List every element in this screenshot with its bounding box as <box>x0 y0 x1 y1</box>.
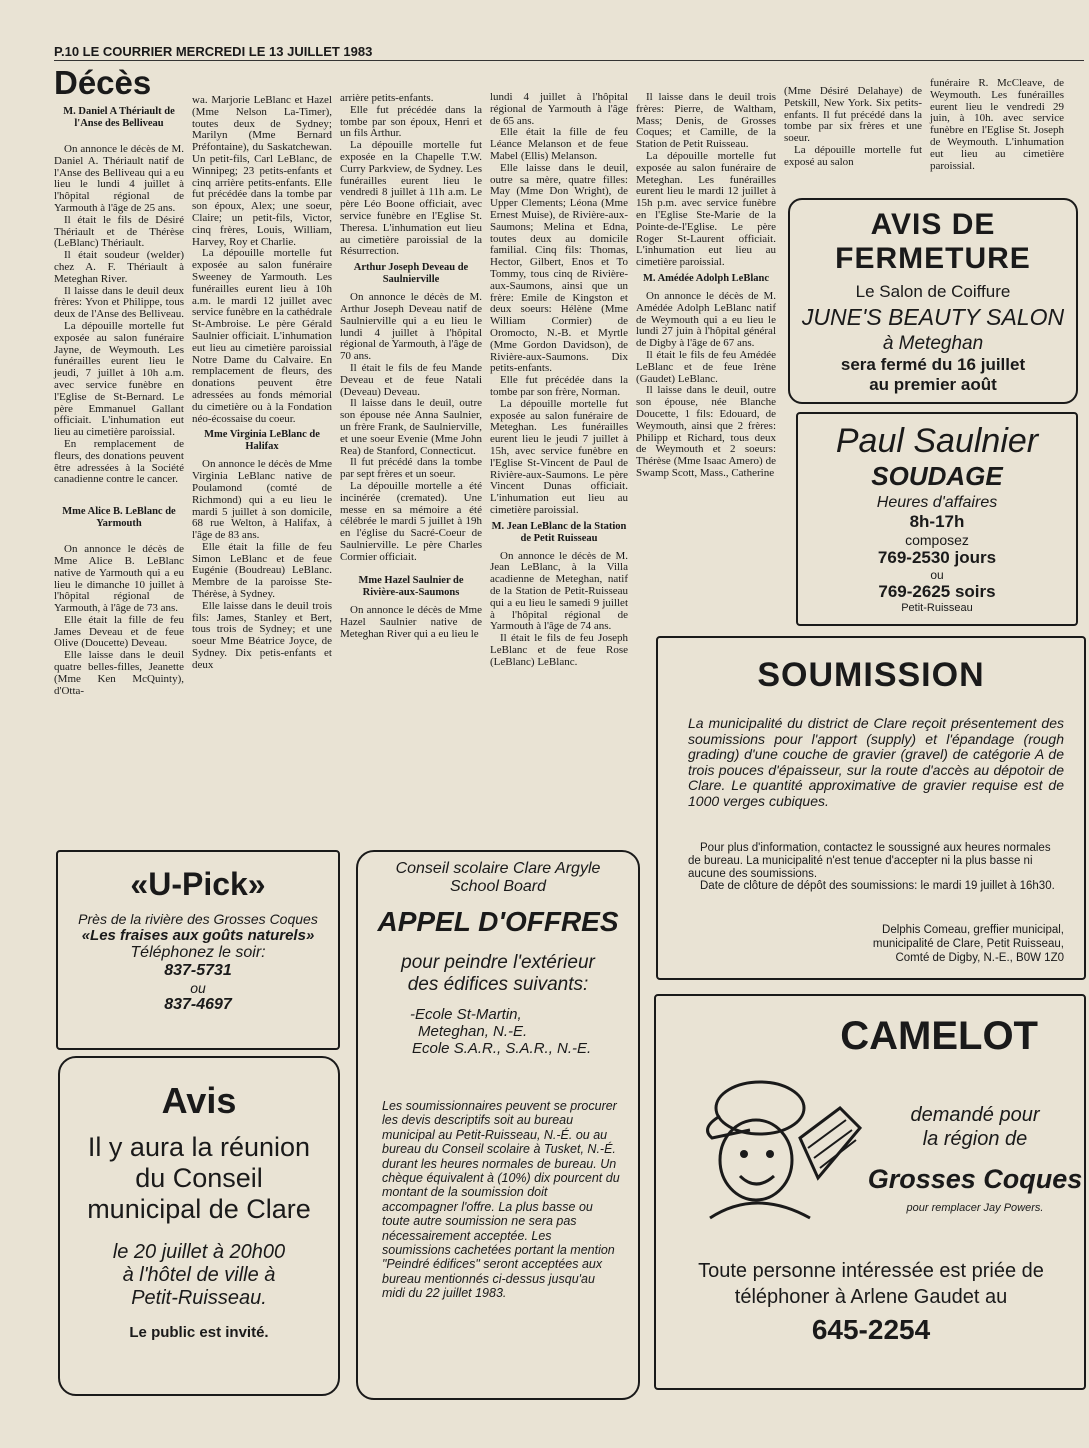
soumission-closing: Date de clôture de dépôt des soumissions: le mardi 19 juillet à 16h30. <box>700 880 1055 892</box>
obituary-heading: Mme Virginia LeBlanc de Halifax <box>204 429 320 453</box>
upick-phone-1: 837-5731 <box>164 962 232 979</box>
appel-offres-ad <box>356 850 640 1400</box>
upick-ad <box>56 850 340 1050</box>
camelot-line-1: demandé pour <box>910 1104 1040 1126</box>
avis-title: Avis <box>161 1080 237 1121</box>
spacer <box>54 494 184 502</box>
saulnier-hours-label: Heures d'affaires <box>876 494 998 511</box>
upick-phone-2: 837-4697 <box>164 996 232 1013</box>
saulnier-ou: ou <box>930 568 944 582</box>
obituary-paragraph: Elle fut précédée dans la tombe par son époux, Henri et un fils Arthur. <box>340 103 482 140</box>
soumission-info: Pour plus d'information, contactez le soussigné aux heures normales de bureau. La municipalité n'est tenue d'accepter ni la plus basse ni aucune des soumissions. <box>688 842 1051 880</box>
salon-name: JUNE'S BEAUTY SALON <box>801 304 1065 330</box>
obituary-paragraph: Il était soudeur (welder) chez A. F. Thériault à Meteghan River. <box>54 249 184 285</box>
obituary-paragraph: arrière petits-enfants. <box>340 92 434 104</box>
obituary-paragraph: La dépouille mortelle a été incinérée (cremated). Une messe en sa mémoire a été célébrée le mardi 5 juillet à 19h en l'église du Sacré-Coeur de Saulnierville. Le père Charles Cormier officiait. <box>340 479 482 563</box>
avis-line-7: Le public est invité. <box>129 1324 269 1341</box>
obituary-paragraph: On annonce le décès de Mme Hazel Saulnier native de Meteghan River qui a eu lieu le <box>340 604 482 641</box>
camelot-place: Grosses Coques <box>867 1164 1083 1194</box>
obituary-heading: Mme Hazel Saulnier de Rivière-aux-Saumons <box>358 575 464 599</box>
avis-line-1: Il y aura la réunion <box>87 1132 311 1162</box>
obituary-paragraph: On annonce le décès de M. Amédée Adolph LeBlanc natif de Weymouth qui a eu lieu le lundi 27 juin à l'hôpital général de Digby à l'âge de 67 ans. <box>636 289 776 350</box>
obituary-paragraph: La dépouille mortelle fut exposée au salon funéraire de Meteghan. Les funérailles eurent lieu le jeudi 7 juillet à 15h, avec service funèbre en l'Eglise St-Vincent de Paul de Rivière-aux-Saumons. Le père Vincent Dunas officiait. L'inhumation eut lieu au cimetière paroissial. <box>490 397 628 516</box>
obituary-paragraph: Elle laisse dans le deuil trois fils: James, Stanley et Bert, tous trois de Sydney; et une soeur Mme Béatrice Joyce, de Sydney. Dix petis-enfants et deux <box>192 599 332 671</box>
camelot-title: CAMELOT <box>840 1014 1038 1058</box>
spacer <box>54 486 184 494</box>
camelot-call-2: téléphoner à Arlene Gaudet au <box>734 1286 1008 1308</box>
page-header: P.10 LE COURRIER MERCREDI LE 13 JUILLET 1983 <box>54 44 1084 61</box>
upick-ou: ou <box>190 980 206 996</box>
obituary-paragraph: Elle fut précédée dans la tombe par son frère, Norman. <box>490 374 628 398</box>
obituary-paragraph: (Mme Désiré Delahaye) de Petskill, New York. Six petits-enfants. Il fut précédé dans la tombe par six frères et une soeur. <box>784 85 922 145</box>
obituary-paragraph: La dépouille mortelle fut exposée au salon funéraire de Meteghan. Les funérailles eurent lieu le mardi 12 juillet à 15h p.m. avec service funèbre en l'Eglise Ste-Marie de la Pointe-de-l'Eglise. Le père Roger St-Laurent officiait. L'inhumation eut lieu au cimetière paroissial. <box>636 149 776 269</box>
saulnier-town: Petit-Ruisseau <box>901 602 973 614</box>
avis-line-2: du Conseil <box>135 1163 263 1193</box>
appel-org-1: Conseil scolaire Clare Argyle <box>395 860 601 877</box>
saulnier-compose: composez <box>905 532 969 548</box>
obituary-paragraph: On annonce le décès de M. Jean LeBlanc, à la Villa acadienne de Meteghan, natif de la Station de Petit-Ruisseau qui a eu lieu le samedi 9 juillet à l'hôpital régional de Yarmouth à l'âge de 74 ans. <box>490 549 628 633</box>
avis-ad <box>58 1056 340 1396</box>
obituary-column-6 <box>784 86 922 169</box>
camelot-replace: pour remplacer Jay Powers. <box>906 1202 1044 1214</box>
obituary-paragraph: La dépouille mortelle fut exposée au salon funéraire Sweeney de Yarmouth. Les funérailles eurent lieu à 10h a.m. le mardi 12 juillet avec service funèbre en la cathédrale St-Ambroise. Le père Gérald Saulnier officiait. L'inhumation eut lieu au cimetière paroissial Notre Dame du Calvaire. En remplacement de fleurs, des donations peuvent être adressées au fonds mémorial du cimetière ou à la Fondation néo-écossaise du coeur. <box>192 247 332 425</box>
appel-sub-2: des édifices suivants: <box>407 974 589 995</box>
obituary-column-4 <box>490 92 628 669</box>
camelot-line-2: la région de <box>922 1128 1028 1150</box>
fermeture-dates-2: au premier août <box>869 375 997 394</box>
saulnier-ad <box>796 412 1078 626</box>
obituary-paragraph: Elle était la fille de feu James Deveau et de feue Olive (Doucette) Deveau. <box>54 613 184 650</box>
upick-title: «U-Pick» <box>130 866 266 902</box>
fermeture-line: Le Salon de Coiffure <box>855 282 1011 301</box>
saulnier-phone-day: 769-2530 jours <box>877 548 997 567</box>
soumission-signature-3: Comté de Digby, N.-E., B0W 1Z0 <box>895 952 1064 964</box>
appel-org-2: School Board <box>449 878 547 895</box>
appel-item-3: Ecole S.A.R., S.A.R., N.-E. <box>412 1040 592 1057</box>
fermeture-title-1: AVIS DE <box>870 208 996 241</box>
obituary-paragraph: Elle laisse dans le deuil, outre sa mère, quatre filles: May (Mme Don Wright), de Upper Clements; Léona (Mme Ernest Muise), de Rivière-aux-Saumons; Melina et Edna, toutes deux au domicile familial. Cinq fils: Thomas, Hector, Gilbert, Enos et To Tommy, tous cinq de Rivière-aux-Saumons, ainsi que un frère: Emile de Kingston et deux soeurs: Hélène (Mme William Cormier) de Oromocto, N.-B. et Myrtle (Mme Gordon Davidson), de Rivière-aux-Saumons. Dix petits-enfants. <box>490 161 628 375</box>
obituary-column-5 <box>636 92 776 480</box>
obituary-paragraph: funéraire R. McCleave, de Weymouth. Les funérailles eurent lieu le vendredi 29 juin, à 10h. avec service funèbre en l'Eglise St. Joseph de Weymouth. L'inhumation eut lieu au cimetière paroissial. <box>930 77 1064 172</box>
obituary-paragraph: On annonce le décès de Mme Virginia LeBlanc native de Poulamond (comté de Richmond) qui a eu lieu le mardi 5 juillet à son domicile, 68 rue Welton, à Halifax, à l'âge de 83 ans. <box>192 458 332 542</box>
avis-line-4: le 20 juillet à 20h00 <box>112 1241 286 1263</box>
appel-body: Les soumissionnaires peuvent se procurer les devis descriptifs soit au bureau municipal au Petit-Ruisseau, N.-É. ou au bureau du Conseil scolaire à Tusket, N.-É. durant les heures normales de bureau. Un chèque équivalent à (10%) dix pourcent du montant de la soumission doit accompagner l'offre. La plus basse ou toute autre soumission ne sera pas nécessairement acceptée. Les soumissions cachetées portant la mention "Peindré édifices" seront acceptées aux bureau mentionnés ci-dessus jusqu'au midi du 22 juillet 1983. <box>382 1099 620 1301</box>
appel-item-2: Meteghan, N.-E. <box>418 1023 528 1040</box>
obituary-heading: M. Amédée Adolph LeBlanc <box>642 272 769 284</box>
upick-line-1: Près de la rivière des Grosses Coques <box>78 911 318 927</box>
obituary-paragraph: On annonce le décès de Mme Alice B. LeBlanc native de Yarmouth qui a eu lieu le dimanche 10 juillet à l'hôpital régional de Yarmouth, à l'âge de 73 ans. <box>54 543 184 615</box>
obituary-paragraph: Elle était la fille de feu Simon LeBlanc et de feue Eugénie (Boudreau) LeBlanc. Membre de la paroisse Ste-Thérèse, à Sydney. <box>192 540 332 601</box>
obituary-paragraph: La dépouille mortelle fut exposée en la Chapelle T.W. Curry Parkview, de Sydney. Les funérailles eurent lieu le vendredi 8 juillet à 11h a.m. Le père Léo Boone officiait, avec service funèbre en l'Eglise St. Theresa. L'inhumation eut lieu au cimetière paroissial de la Résurrection. <box>340 139 482 258</box>
saulnier-hours: 8h-17h <box>909 512 965 531</box>
obituary-paragraph: En remplacement de fleurs, des donations peuvent être adressées à la Société canadienne contre le cancer. <box>54 437 184 486</box>
obituary-heading: Arthur Joseph Deveau de Saulnierville <box>353 262 469 286</box>
obituary-heading: Mme Alice B. LeBlanc de Yarmouth <box>62 506 176 530</box>
obituary-column-7 <box>930 78 1064 172</box>
obituary-paragraph: On annonce le décès de M. Daniel A. Thériault natif de l'Anse des Belliveau qui a eu lieu le lundi 4 juillet à l'hôpital régional de Yarmouth à l'âge de 25 ans. <box>54 143 184 214</box>
obituary-paragraph: Il était le fils de Désiré Thériault et de Thérèse (LeBlanc) Thériault. <box>54 213 184 250</box>
fermeture-dates-1: sera fermé du 16 juillet <box>840 355 1026 374</box>
obituary-paragraph: Elle laisse dans le deuil quatre belles-filles, Jeanette (Mme Ken McQuinty), d'Otta- <box>54 649 184 697</box>
obituary-paragraph: Il fut précédé dans la tombe par sept frères et un soeur. <box>340 456 482 481</box>
obituary-column-3 <box>340 93 482 641</box>
obituary-paragraph: Il laisse dans le deuil, outre son épouse née Anna Saulnier, un frère Frank, de Saulnierville, et une soeur Evenie (Mme John Rea) de Stanford, Connecticut. <box>340 397 482 457</box>
spacer <box>340 563 482 571</box>
avis-line-5: à l'hôtel de ville à <box>122 1264 276 1286</box>
obituary-column-1 <box>54 102 184 697</box>
saulnier-trade: SOUDAGE <box>871 461 1003 491</box>
fermeture-ad <box>788 198 1078 404</box>
obituary-paragraph: lundi 4 juillet à l'hôpital régional de Yarmouth à l'âge de 65 ans. <box>490 91 628 127</box>
obituary-paragraph: La dépouille mortelle fut exposée au salon funéraire Jayne, de Weymouth. Les funérailles eurent lieu le jeudi, 7 juillet à 10h a.m. avec service funèbre en l'Eglise de St-Bernard. Le père Emmanuel Gallant officiait. L'inhumation eut lieu au cimetière paroissial. <box>54 319 184 439</box>
obituary-paragraph: Il laisse dans le deuil, outre son épouse, née Blanche Doucette, 1 fils: Edouard, de Weymouth, ainsi que 2 frères: Philipp et Richard, tous deux de Weymouth et 2 soeurs: Thérèse (Mme Isaac Amero) de Swamp Scott, Mass., Catherine <box>636 384 776 479</box>
appel-sub-1: pour peindre l'extérieur <box>401 952 595 973</box>
obituary-paragraph: Il laisse dans le deuil trois frères: Pierre, de Waltham, Mass; Denis, de Grosses Coques; et Camille, de la Station de Petit Ruisseau. <box>636 91 776 151</box>
upick-line-2: «Les fraises aux goûts naturels» <box>81 927 315 944</box>
obituary-paragraph: Il laisse dans le deuil deux frères: Yvon et Philippe, tous deux de l'Anse des Belliveau. <box>54 284 184 321</box>
section-title: Décès <box>54 64 152 101</box>
soumission-signature-2: municipalité de Clare, Petit Ruisseau, <box>872 938 1064 950</box>
fermeture-place: à Meteghan <box>882 333 984 354</box>
soumission-title: SOUMISSION <box>757 656 985 694</box>
obituary-paragraph: Il était le fils de feu Mande Deveau et de feue Natali (Deveau) Deveau. <box>340 361 482 398</box>
obituary-heading: M. Jean LeBlanc de la Station de Petit Ruisseau <box>491 520 627 544</box>
camelot-phone: 645-2254 <box>811 1314 931 1345</box>
soumission-body: La municipalité du district de Clare reçoit présentement des soumissions pour l'apport (supply) et l'épandage (rough grading) d'une couche de gravier (gravel) de catégorie A de trois pouces d'épaisseur, sur la route d'accès au dépotoir de Clare. Le quantité approximative de gravier requise est de 1000 verges cubiques. <box>688 715 1064 809</box>
saulnier-name: Paul Saulnier <box>835 422 1039 460</box>
paperboy-illustration <box>690 1068 870 1238</box>
appel-item-1: -Ecole St-Martin, <box>410 1006 522 1023</box>
obituary-paragraph: Il était le fils de feu Amédée LeBlanc et de feue Irène (Gaudet) LeBlanc. <box>636 348 776 385</box>
upick-line-3: Téléphonez le soir: <box>130 944 266 961</box>
obituary-paragraph: On annonce le décès de M. Arthur Joseph Deveau natif de Saulnierville qui a eu lieu le lundi 4 juillet à l'hôpital régional de Yarmouth, à l'âge de 70 ans. <box>340 291 482 363</box>
obituary-paragraph: Il était le fils de feu Joseph LeBlanc et de feue Rose (LeBlanc) LeBlanc. <box>490 632 628 668</box>
camelot-call-1: Toute personne intéressée est priée de <box>698 1260 1044 1282</box>
soumission-signature-1: Delphis Comeau, greffier municipal, <box>882 924 1064 936</box>
avis-line-3: municipal de Clare <box>87 1194 311 1224</box>
fermeture-title-2: FERMETURE <box>835 242 1031 275</box>
saulnier-phone-eve: 769-2625 soirs <box>878 582 996 601</box>
appel-title: APPEL D'OFFRES <box>377 906 619 937</box>
obituary-paragraph: La dépouille mortelle fut exposé au salon <box>784 143 922 168</box>
obituary-paragraph: Elle était la fille de feu Léance Melanson et de feue Mabel (Ellis) Melanson. <box>490 126 628 162</box>
obituary-column-2 <box>192 95 332 672</box>
obituary-heading: M. Daniel A Thériault de l'Anse des Belliveau <box>63 106 175 129</box>
avis-line-6: Petit-Ruisseau. <box>131 1287 267 1309</box>
obituary-paragraph: wa. Marjorie LeBlanc et Hazel (Mme Nelson La-Timer), toutes deux de Sydney; Marilyn (Mme Bernard Préfontaine), du Saskatchewan. Un petit-fils, Carl LeBlanc, de Winnipeg; 23 petits-enfants et cinq arrière petits-enfants. Elle fut précédée dans la tombe par son époux, Alex; une soeur, Claire; un petit-fils, Victor, cinq frères, Louis, William, Harvey, Roy et Charlie. <box>192 94 332 248</box>
